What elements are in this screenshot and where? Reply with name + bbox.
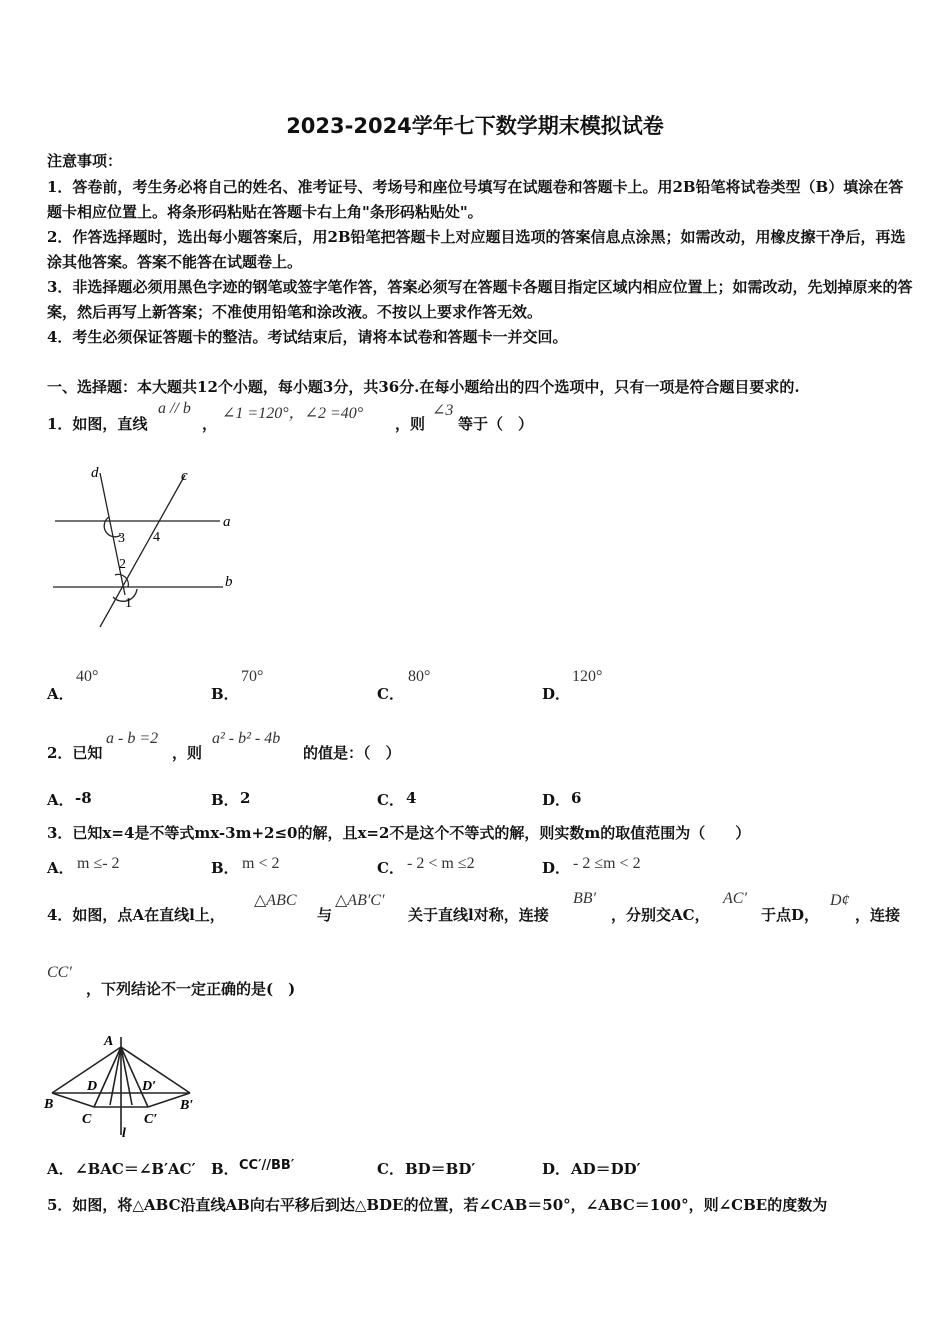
page-title: 2023-2024学年七下数学期末模拟试卷	[286, 114, 664, 138]
q4-option-c-label: C．	[377, 1160, 404, 1178]
q3-option-b-value: m < 2	[242, 855, 280, 872]
fig4-label-D-prime: D′	[142, 1079, 157, 1094]
q1-math-parallel: a // b	[158, 400, 191, 417]
q1-option-b-label: B．	[211, 685, 239, 703]
inner-line-right	[121, 1047, 132, 1105]
q2-option-a-value: -8	[75, 789, 92, 807]
notice-heading: 注意事项：	[47, 152, 123, 170]
q4-math-ac-prime: AC′	[723, 890, 747, 907]
notice-item-2: 2．作答选择题时，选出每小题答案后，用2B铅笔把答题卡上对应题目选项的答案信息点涂黑；如需改动，用橡皮擦干净后，再选涂其他答案。答案不能答在试题卷上。	[47, 228, 906, 271]
q4-option-b-value: CC′//BB′	[239, 1158, 295, 1173]
q1-figure	[45, 455, 245, 635]
q4-text-3: 关于直线l对称，连接	[408, 906, 549, 924]
q4-math-cc-prime: CC′	[47, 964, 72, 981]
q1-option-c-label: C．	[377, 685, 404, 703]
q3-option-a-label: A．	[47, 859, 74, 877]
notice-item-3: 3．非选择题必须用黑色字迹的钢笔或签字笔作答，答案必须写在答题卡各题目指定区域内相应位置上；如需改动，先划掉原来的答案，然后再写上新答案；不准使用铅笔和涂改液。不按以上要求作答无效。	[47, 278, 913, 321]
q4-option-c-value: BD＝BD′	[405, 1160, 476, 1178]
fig1-label-3: 3	[118, 531, 125, 546]
q1-option-d-label: D．	[542, 685, 571, 703]
q2-math-expression: a² - b² - 4b	[212, 730, 281, 747]
q2-option-d-label: D．	[542, 791, 571, 809]
inner-line-left	[110, 1047, 121, 1105]
q5-text: 5．如图，将△ABC沿直线AB向右平移后到达△BDE的位置，若∠CAB＝50°，∠ABC＝100°，则∠CBE的度数为	[47, 1196, 828, 1214]
q4-math-triangle-abc: △ABC	[254, 892, 297, 909]
q2-option-d-value: 6	[571, 789, 582, 807]
q1-option-a-value: 40°	[76, 668, 99, 685]
q3-option-b-label: B．	[211, 859, 239, 877]
q3-option-c-value: - 2 < m ≤2	[407, 855, 475, 872]
q2-option-b-value: 2	[240, 789, 251, 807]
q2-suffix: 的值是：（ ）	[303, 744, 401, 762]
q4-text-5: 于点D，	[761, 906, 820, 924]
q1-option-a-label: A．	[47, 685, 74, 703]
q2-option-b-label: B．	[211, 791, 239, 809]
q1-sep1: ，	[202, 415, 218, 433]
fig4-label-C-prime: C′	[144, 1112, 158, 1127]
q4-figure	[42, 1025, 217, 1145]
section-heading: 一、选择题：本大题共12个小题，每小题3分，共36分.在每小题给出的四个选项中，只有一项是符合题目要求的.	[47, 378, 800, 396]
q3-option-c-label: C．	[377, 859, 404, 877]
q1-math-angle3: ∠3	[432, 402, 454, 419]
fig1-label-c: c	[181, 468, 188, 484]
q1-option-b-value: 70°	[241, 668, 264, 685]
fig4-label-B: B	[44, 1097, 54, 1112]
q2-option-c-label: C．	[377, 791, 404, 809]
notice-item-1: 1．答卷前，考生务必将自己的姓名、准考证号、考场号和座位号填写在试题卷和答题卡上。用2B铅笔将试卷类型（B）填涂在答题卡相应位置上。将条形码粘贴在答题卡右上角"条形码粘贴处"。	[47, 178, 904, 221]
q4-math-bb-prime: BB′	[573, 890, 597, 907]
line-c	[100, 475, 185, 627]
q4-text-1: 4．如图，点A在直线l上，	[47, 906, 225, 924]
fig4-label-C: C	[82, 1112, 92, 1127]
q4-option-a-label: A．	[47, 1160, 74, 1178]
q4-option-d-value: AD＝DD′	[571, 1160, 641, 1178]
q2-option-a-label: A．	[47, 791, 74, 809]
q4-text-7: ，下列结论不一定正确的是( )	[86, 980, 296, 998]
q2-mid: ，则	[172, 744, 203, 762]
q1-sep2: ，则	[395, 415, 426, 433]
q3-text: 3．已知x=4是不等式mx-3m+2≤0的解，且x=2不是这个不等式的解，则实数m的取值范围为（ ）	[47, 824, 751, 842]
q4-option-b-label: B．	[211, 1160, 239, 1178]
q2-option-c-value: 4	[406, 789, 417, 807]
q2-prefix: 2．已知	[47, 744, 103, 762]
q3-option-d-value: - 2 ≤m < 2	[573, 855, 641, 872]
q1-prefix: 1．如图，直线	[47, 415, 148, 433]
fig1-label-d: d	[91, 465, 99, 481]
fig1-label-a: a	[223, 514, 231, 530]
q3-option-d-label: D．	[542, 859, 571, 877]
q1-suffix: 等于（ ）	[458, 415, 534, 433]
q1-option-c-value: 80°	[408, 668, 431, 685]
q4-text-6: ，连接	[855, 906, 901, 924]
q4-math-triangle-abc-prime: △AB′C′	[335, 892, 385, 909]
q1-math-angles: ∠1 =120°，∠2 =40°	[222, 405, 364, 422]
fig4-label-l: l	[122, 1126, 126, 1141]
fig1-label-1: 1	[125, 596, 132, 611]
q4-text-4: ，分别交AC，	[611, 906, 710, 924]
fig1-label-b: b	[225, 574, 233, 590]
fig1-label-4: 4	[153, 530, 160, 545]
notice-item-4: 4．考生必须保证答题卡的整洁。考试结束后，请将本试卷和答题卡一并交回。	[47, 328, 568, 346]
q2-math-given: a - b =2	[106, 730, 159, 747]
q4-option-d-label: D．	[542, 1160, 571, 1178]
fig1-label-2: 2	[119, 557, 126, 572]
fig4-label-B-prime: B′	[180, 1098, 194, 1113]
fig4-label-D: D	[87, 1079, 98, 1094]
q3-option-a-value: m ≤- 2	[77, 855, 120, 872]
q4-math-d-prime: D¢	[830, 892, 850, 909]
q1-option-d-value: 120°	[572, 668, 603, 685]
fig4-label-A: A	[104, 1034, 114, 1049]
q4-text-2: 与	[317, 906, 333, 924]
q4-option-a-value: ∠BAC＝∠B′AC′	[75, 1160, 196, 1178]
segment-bc	[52, 1093, 94, 1107]
